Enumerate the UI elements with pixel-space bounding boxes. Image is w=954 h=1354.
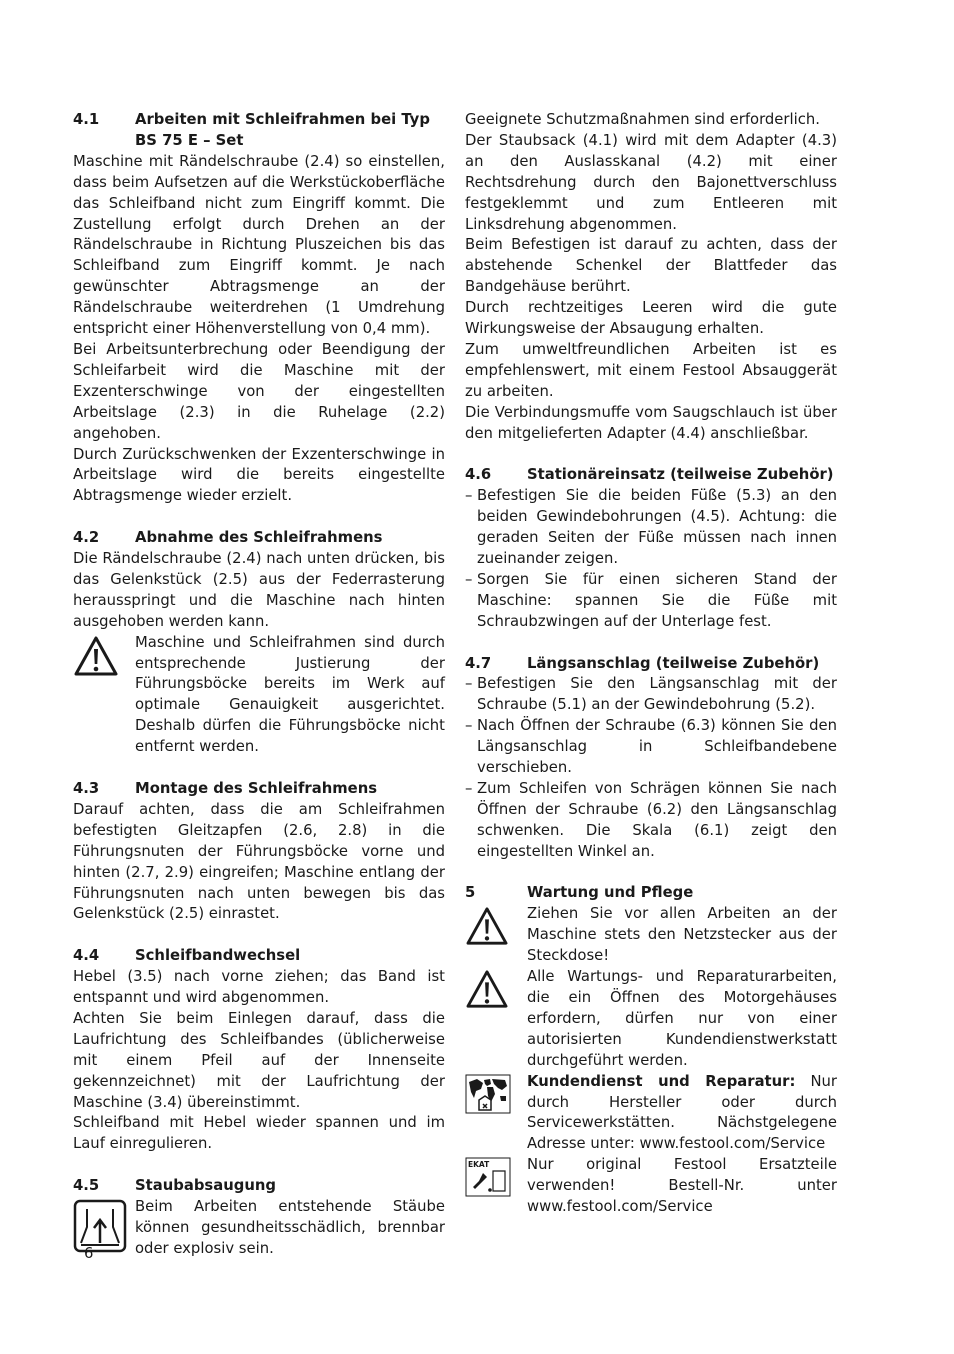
warning-note: [465, 967, 837, 1072]
list-item: [465, 779, 837, 863]
list-item-text: Befestigen Sie die beiden Füße (5.3) an den beiden Gewindebohrungen (4.5). Achtung: die geraden Seiten der Füße müssen nach innen zueinander zeigen.: [477, 487, 837, 568]
dust-warning-text: Beim Arbeiten entstehende Stäube können gesundheitsschädlich, brennbar oder explosiv sein.: [135, 1198, 445, 1257]
list-item-text: Zum Schleifen von Schrägen können Sie nach Öffnen der Schraube (6.2) den Längsanschlag schwenken. Die Skala (6.1) zeigt den eingestellten Winkel an.: [477, 779, 837, 860]
warning-triangle-icon: [465, 904, 527, 967]
section-number: 5: [465, 884, 476, 902]
section-number: 4.3: [73, 779, 100, 797]
list-item-text: Nach Öffnen der Schraube (6.3) können Sie den Längsanschlag in Schleifbandebene verschieben.: [477, 717, 837, 777]
list-item: [465, 716, 837, 779]
page-number: 6: [84, 1245, 94, 1262]
ekat-spare-parts-icon: [465, 1155, 527, 1218]
service-note: [465, 1072, 837, 1156]
section-number: 4.2: [73, 529, 100, 547]
section-number: 4.5: [73, 1177, 100, 1195]
section-title: Längsanschlag (teilweise Zubehör): [527, 654, 820, 672]
paragraph: Der Staubsack (4.1) wird mit dem Adapter (4.3) an den Auslasskanal (4.2) mit einer Rechtsdrehung durch den Bajonettverschluss festgeklemmt und zum Entleeren mit Linksdrehung abgenommen.: [465, 131, 837, 233]
paragraph: Geeignete Schutzmaßnahmen sind erforderlich.: [465, 111, 820, 128]
warning-note: [465, 904, 837, 967]
warning-triangle-icon: [73, 633, 135, 758]
list-item: [465, 674, 837, 716]
paragraph: Die Verbindungsmuffe vom Saugschlauch ist über den mitgelieferten Adapter (4.4) anschließbar.: [465, 403, 837, 442]
section-title: Montage des Schleifrahmens: [135, 779, 378, 797]
section-title: Staubabsaugung: [135, 1177, 276, 1195]
warning-text: Alle Wartungs- und Reparaturarbeiten, die ein Öffnen des Motorgehäuses erfordern, dürfen nur von einer autorisierten Kundendienstwerkstatt durchgeführt werden.: [527, 968, 837, 1069]
section-4-7: [465, 654, 837, 863]
section-heading: [73, 110, 445, 152]
section-heading: [465, 883, 837, 904]
ekat-note: [465, 1155, 837, 1218]
section-4-3: [73, 779, 445, 925]
section-4-4: [73, 946, 445, 1155]
section-4-5: [73, 1176, 445, 1260]
right-column: [465, 110, 837, 1239]
section-title: Schleifbandwechsel: [135, 947, 301, 965]
section-heading: [465, 654, 837, 675]
left-column: [73, 110, 445, 1281]
service-text: [527, 1072, 837, 1156]
paragraph: Durch rechtzeitiges Leeren wird die gute Wirkungsweise der Absaugung erhalten.: [465, 299, 837, 338]
list-dash: –: [465, 487, 473, 505]
paragraph: Zum umweltfreundlichen Arbeiten ist es empfehlenswert, mit einem Festool Absauggerät zu arbeiten.: [465, 340, 837, 400]
section-4-5-continued: [465, 110, 837, 445]
list-item-text: Befestigen Sie den Längsanschlag mit der Schraube (5.1) an der Gewindebohrung (5.2).: [477, 675, 837, 714]
section-title: Arbeiten mit Schleifrahmen bei Typ BS 75 E – Set: [135, 111, 430, 149]
section-number: 4.7: [465, 654, 492, 672]
list-item: [465, 570, 837, 633]
section-4-1: [73, 110, 445, 507]
ekat-label: EKAT: [468, 1160, 490, 1170]
list-dash: –: [465, 570, 473, 588]
ekat-text: Nur original Festool Ersatzteile verwenden! Bestell-Nr. unter www.festool.com/Service: [527, 1156, 837, 1216]
paragraph: Maschine mit Rändelschraube (2.4) so einstellen, dass beim Aufsetzen auf die Werkstückoberfläche das Schleifband nicht zum Eingriff kommt. Die Zustellung erfolgt durch Drehen an der Rändelschraube in Richtung Pluszeichen bis das Schleifband zum Eingriff kommt. Je nach gewünschter Abtragsmenge an der Rändelschraube weiterdrehen (1 Umdrehung entspricht einer Höhenverstellung von 0,4 mm).: [73, 152, 445, 338]
list-dash: –: [465, 675, 473, 693]
section-number: 4.6: [465, 466, 492, 484]
section-heading: [73, 528, 445, 549]
paragraph: Schleifband mit Hebel wieder spannen und im Lauf einregulieren.: [73, 1114, 445, 1153]
world-map-service-icon: [465, 1072, 527, 1156]
section-heading: [73, 779, 445, 800]
paragraph: Darauf achten, dass die am Schleifrahmen befestigten Gleitzapfen (2.6, 2.8) in die Führungsnuten der Führungsböcke vorne und hinten (2.7, 2.9) eingreifen; Maschine entlang der Führungsnuten nach unten bewegen bis das Gelenkstück (2.5) einrastet.: [73, 800, 445, 923]
warning-note: [73, 633, 445, 758]
paragraph: Durch Zurückschwenken der Exzenterschwinge in Arbeitslage wird die bereits eingestellte Abtragsmenge wieder erzielt.: [73, 445, 445, 505]
section-title: Stationäreinsatz (teilweise Zubehör): [527, 466, 834, 484]
section-title: Wartung und Pflege: [527, 884, 694, 902]
section-5: [465, 883, 837, 1218]
section-number: 4.4: [73, 947, 100, 965]
section-4-6: [465, 465, 837, 632]
section-number: 4.1: [73, 111, 100, 128]
warning-triangle-icon: [465, 967, 527, 1072]
section-heading: [73, 1176, 445, 1197]
paragraph: Achten Sie beim Einlegen darauf, dass die Laufrichtung des Schleifbandes (üblicherweise mit einem Pfeil auf der Innenseite gekennzeichnet) mit der Laufrichtung der Maschine (3.4) übereinstimmt.: [73, 1009, 445, 1111]
paragraph: Beim Befestigen ist darauf zu achten, dass der abstehende Schenkel der Blattfeder das Bandgehäuse berührt.: [465, 236, 837, 296]
service-description: Nur durch Hersteller oder durch Servicewerkstätten. Nächstgelegene Adresse unter: www.festool.com/Service: [527, 1072, 838, 1153]
warning-text: Maschine und Schleifrahmen sind durch entsprechende Justierung der Führungsböcke bereits im Werk auf optimale Genauigkeit ausgerichtet. Deshalb dürfen die Führungsböcke nicht entfernt werden.: [135, 633, 445, 756]
service-heading: Kundendienst und Reparatur:: [527, 1072, 796, 1090]
list-dash: –: [465, 779, 473, 797]
section-heading: [73, 946, 445, 967]
section-4-2: [73, 528, 445, 758]
paragraph: Die Rändelschraube (2.4) nach unten drücken, bis das Gelenkstück (2.5) aus der Federrasterung herausspringt und die Maschine nach hinten ausgehoben werden kann.: [73, 550, 445, 630]
paragraph: Hebel (3.5) nach vorne ziehen; das Band ist entspannt und wird abgenommen.: [73, 968, 445, 1007]
warning-text: Ziehen Sie vor allen Arbeiten an der Maschine stets den Netzstecker aus der Steckdose!: [527, 905, 837, 965]
paragraph: Bei Arbeitsunterbrechung oder Beendigung der Schleifarbeit wird die Maschine mit der Exzenterschwinge von der eingestellten Arbeitslage (2.3) in die Ruhelage (2.2) angehoben.: [73, 340, 445, 442]
list-item: [465, 486, 837, 570]
dust-extraction-icon: [73, 1197, 135, 1260]
list-dash: –: [465, 717, 473, 735]
list-item-text: Sorgen Sie für einen sicheren Stand der Maschine: spannen Sie die Füße mit Schraubzwingen auf der Unterlage fest.: [477, 570, 837, 630]
section-heading: [465, 465, 837, 486]
dust-note: [73, 1197, 445, 1260]
section-title: Abnahme des Schleifrahmens: [135, 529, 383, 547]
